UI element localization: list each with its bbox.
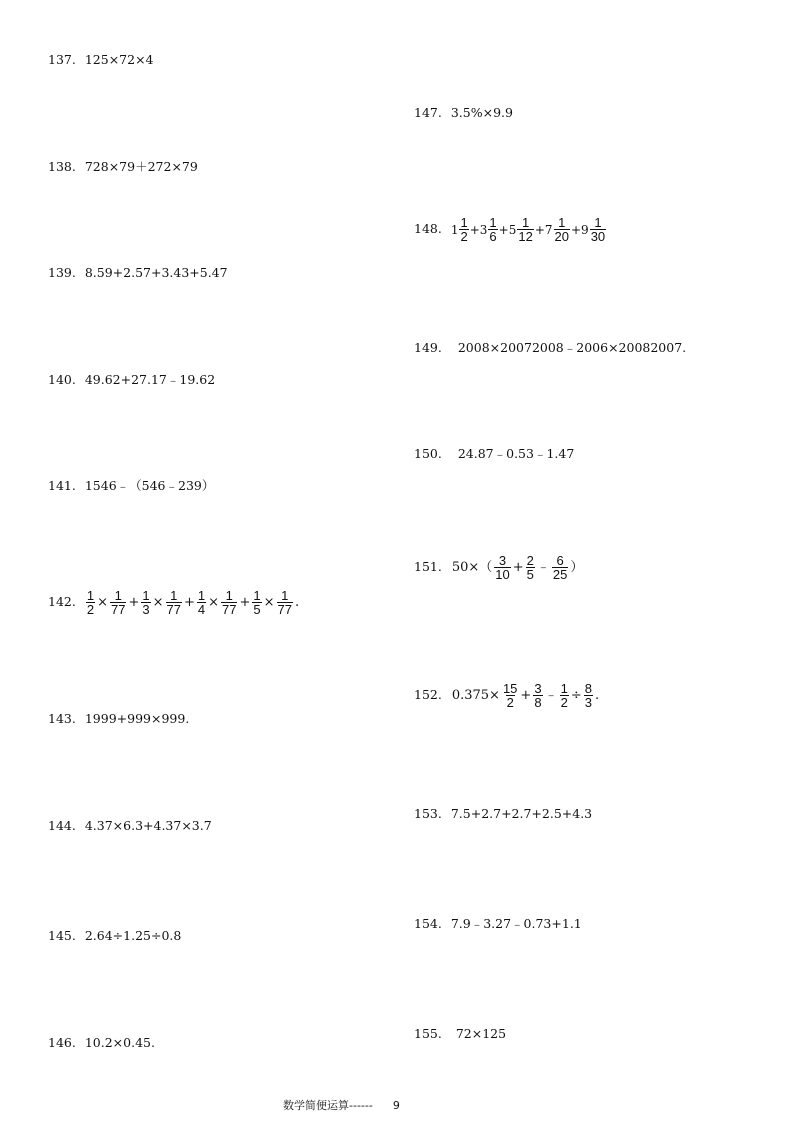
fraction: $\frac{3}{10}$ [495,553,510,582]
problem-144: 144. 4.37×6.3+4.37×3.7 [48,818,212,833]
problem-145: 145. 2.64÷1.25÷0.8 [48,928,182,943]
problem-150: 150. 24.87﹣0.53﹣1.47 [414,446,575,461]
fraction: $\frac{1}{2}$ [460,215,468,244]
fraction: $\frac{1}{2}$ [86,588,95,617]
problem-139: 139. 8.59+2.57+3.43+5.47 [48,265,228,280]
problem-152: 152. 0.375× $\frac{15}{2}$ + $\frac{3}{8}$ ﹣ $\frac{1}{2}$ ÷ $\frac{8}{3}$ . [414,681,600,710]
page-number: 9 [392,1099,400,1112]
problem-155: 155. 72×125 [414,1026,507,1041]
fraction: $\frac{1}{20}$ [554,215,569,244]
fraction: $\frac{6}{25}$ [552,553,568,582]
problem-147: 147. 3.5%×9.9 [414,105,513,120]
fraction: $\frac{1}{77}$ [277,588,292,617]
fraction: $\frac{1}{12}$ [518,215,533,244]
fraction-expression: $\frac{1}{2}$ × $\frac{1}{77}$ + $\frac{1}{3}$ × $\frac{1}{77}$ + $\frac{1}{4}$ × $\frac{1}{77}$ + $\frac{1}{5}$ × $\frac{1}{77}$ . [86,588,300,617]
fraction: $\frac{1}{4}$ [197,588,206,617]
problem-143: 143. 1999+999×999. [48,711,190,726]
fraction: $\frac{15}{2}$ [502,681,518,710]
problem-148: 148. 1 $\frac{1}{2}$ +3 $\frac{1}{6}$ +5 $\frac{1}{12}$ +7 $\frac{1}{20}$ +9 $\frac{1}{30}$ [414,215,606,244]
fraction: $\frac{1}{77}$ [166,588,181,617]
fraction: $\frac{1}{5}$ [253,588,261,617]
fraction: $\frac{2}{5}$ [526,553,534,582]
problem-141: 141. 1546﹣（546﹣239） [48,478,215,493]
fraction: $\frac{3}{8}$ [534,681,542,710]
page-footer [283,1097,400,1113]
problem-142: 142. $\frac{1}{2}$ × $\frac{1}{77}$ + $\frac{1}{3}$ × $\frac{1}{77}$ + $\frac{1}{4}$ × $\frac{1}{77}$ + $\frac{1}{5}$ × $\frac{1}{77}$ . [48,588,300,617]
problem-140: 140. 49.62+27.17﹣19.62 [48,372,216,387]
fraction: $\frac{1}{77}$ [222,588,237,617]
problem-137: 137. 125×72×4 [48,52,154,67]
fraction: $\frac{8}{3}$ [584,681,592,710]
problem-149: 149. 2008×20072008﹣2006×20082007. [414,340,687,355]
fraction: $\frac{1}{30}$ [590,215,606,244]
problem-153: 153. 7.5+2.7+2.7+2.5+4.3 [414,806,593,821]
fraction: $\frac{1}{77}$ [110,588,126,617]
fraction: $\frac{1}{2}$ [560,681,568,710]
problem-154: 154. 7.9﹣3.27﹣0.73+1.1 [414,916,582,931]
fraction-expression: 0.375× $\frac{15}{2}$ + $\frac{3}{8}$ ﹣ $\frac{1}{2}$ ÷ $\frac{8}{3}$ . [451,681,600,710]
problem-138: 138. 728×79＋272×79 [48,159,198,174]
fraction: $\frac{1}{3}$ [142,588,150,617]
mixed-number-expression: 1 $\frac{1}{2}$ +3 $\frac{1}{6}$ +5 $\frac{1}{12}$ +7 $\frac{1}{20}$ +9 $\frac{1}{30}$ [450,215,606,244]
problem-151: 151. 50×（ $\frac{3}{10}$ + $\frac{2}{5}$ ﹣ $\frac{6}{25}$ ） [414,553,584,582]
footer-title: 数学简便运算------ [283,1099,373,1112]
fraction: $\frac{1}{6}$ [489,215,497,244]
fraction-expression: 50×（ $\frac{3}{10}$ + $\frac{2}{5}$ ﹣ $\frac{6}{25}$ ） [451,553,584,582]
problem-146: 146. 10.2×0.45. [48,1035,155,1050]
